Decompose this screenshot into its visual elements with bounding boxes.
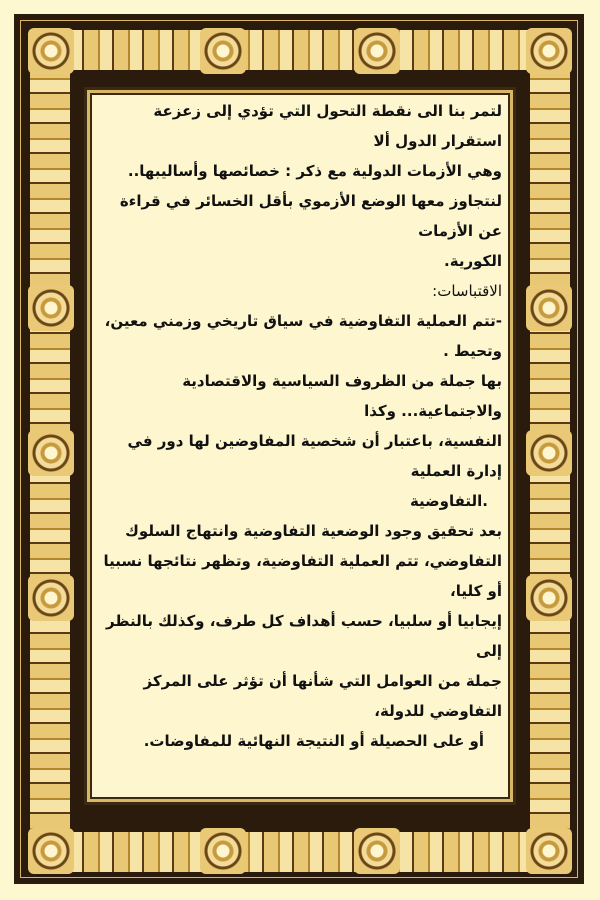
bottom-ornament-icon <box>200 828 246 874</box>
top-border-band <box>30 30 570 70</box>
text-line: لتمر بنا الى نقطة التحول التي تؤدي إلى زعزعة استقرار الدول ألا <box>153 102 502 150</box>
text-line: وهي الأزمات الدولية مع ذكر : خصائصها وأساليبها.. <box>127 162 502 180</box>
side-ornament-icon <box>526 430 572 476</box>
text-line: الكورية. <box>444 252 502 270</box>
document-text <box>98 96 502 756</box>
paragraph-intro <box>98 96 502 276</box>
corner-ornament-icon <box>28 828 74 874</box>
top-ornament-icon <box>200 28 246 74</box>
side-ornament-icon <box>28 285 74 331</box>
corner-ornament-icon <box>526 28 572 74</box>
text-line: النفسية، باعتبار أن شخصية المفاوضين لها دور في إدارة العملية <box>127 432 502 480</box>
bottom-border-band <box>30 832 570 872</box>
bottom-ornament-icon <box>354 828 400 874</box>
text-line: -تتم العملية التفاوضية في سياق تاريخي وزمني معين، وتحيط . <box>104 312 502 360</box>
paragraph-quote-1 <box>98 306 502 516</box>
side-ornament-icon <box>526 575 572 621</box>
top-ornament-icon <box>354 28 400 74</box>
text-line: بعد تحقيق وجود الوضعية التفاوضية وانتهاج السلوك <box>125 522 502 540</box>
text-line: التفاوضي، تتم العملية التفاوضية، وتظهر نتائجها نسبيا أو كليا، <box>103 552 502 600</box>
paragraph-quote-2 <box>98 516 502 756</box>
text-line: الاقتباسات: <box>432 282 502 300</box>
text-line: أو على الحصيلة أو النتيجة النهائية للمفاوضات. <box>143 732 484 750</box>
paragraph-quotes-heading <box>98 276 502 306</box>
side-ornament-icon <box>28 430 74 476</box>
corner-ornament-icon <box>526 828 572 874</box>
side-ornament-icon <box>28 575 74 621</box>
text-line: إيجابيا أو سلبيا، حسب أهداف كل طرف، وكذلك بالنظر إلى <box>106 612 502 660</box>
corner-ornament-icon <box>28 28 74 74</box>
text-line: جملة من العوامل التي شأنها أن تؤثر على المركز التفاوضي للدولة، <box>143 672 502 720</box>
text-line: لنتجاوز معها الوضع الأزموي بأقل الخسائر في قراءة عن الأزمات <box>119 192 502 240</box>
text-line: بها جملة من الظروف السياسية والاقتصادية والاجتماعية... وكذا <box>182 372 502 420</box>
side-ornament-icon <box>526 285 572 331</box>
text-line: .التفاوضية <box>409 492 488 510</box>
